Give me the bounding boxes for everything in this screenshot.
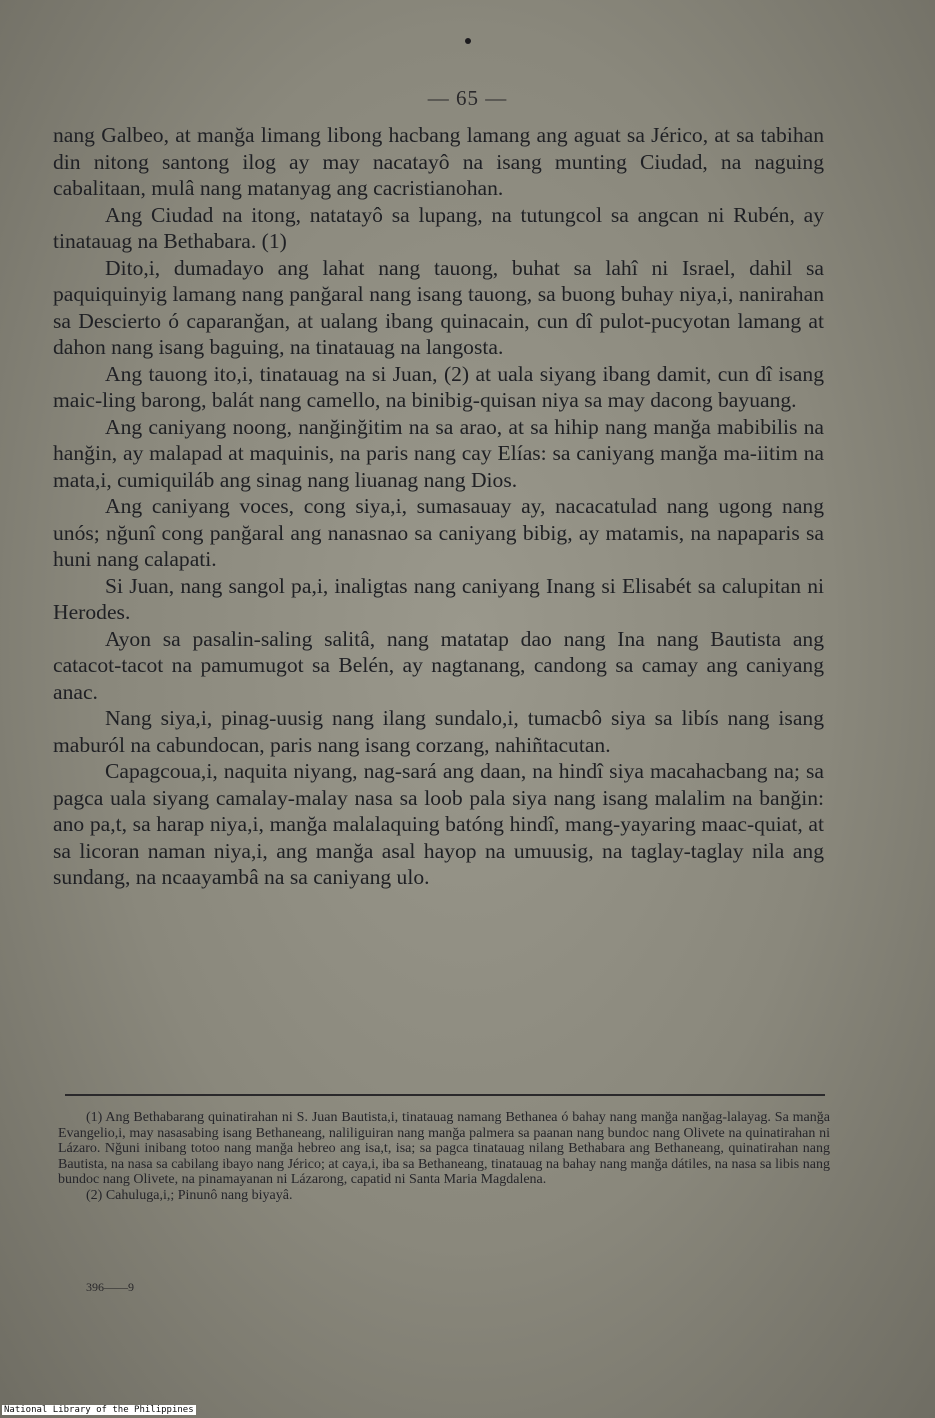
paragraph: Ang caniyang voces, cong siya,i, sumasauay ay, nacacatulad nang ugong nang unós; nğunî cong panğaral ang nanasnao sa caniyang bibig, ay matamis, na napaparis sa huni nang calapati.	[53, 494, 824, 571]
footnote: (2) Cahuluga,i,; Pinunô nang biyayâ.	[86, 1187, 293, 1203]
footnote: (1) Ang Bethabarang quinatirahan ni S. Juan Bautista,i, tinatauag namang Bethanea ó bahay nang manğa nanğag-lalayag. Sa manğa Evangelio,i, may nasasabing isang Bethaneang, naliliguiran nang manğa palmera sa paanan nang bundoc nang Olivete na quinatirahan ni Lázaro. Nğuni inibang totoo nang manğa hebreo ang isa,t, isa; sa pagca tinatauag nilang Bethabara ang Bethaneang, quinatirahan nang Bautista, na nasa sa cabilang ibayo nang Jérico; at caya,i, iba sa Bethaneang, tinatauag na bahay nang manğa dátiles, na nasa sa libis nang bundoc nang Olivete, na pinamayanan ni Lázarong, capatid ni Santa Maria Magdalena.	[58, 1110, 830, 1188]
page-number: — 65 —	[427, 86, 508, 110]
paragraph: Ang tauong ito,i, tinatauag na si Juan, (2) at uala siyang ibang damit, cun dî isang maic-ling barong, balát nang camello, na binibig-quisan niya sa may dacong bayuang.	[53, 361, 824, 412]
paragraph: Ayon sa pasalin-saling salitâ, nang matatap dao nang Ina nang Bautista ang catacot-tacot na pamumugot sa Belén, ay nagtanang, candong sa camay ang caniyang anac.	[53, 626, 824, 704]
library-credit: National Library of the Philippines	[4, 1405, 194, 1415]
paragraph: Ang caniyang noong, nanğinğitim na sa arao, at sa hihip nang manğa mabibilis na hanğin, ay malapad at maquinis, na paris nang cay Elías: sa caniyang manğa ma-iitim na mata,i, cumiquiláb ang sinag nang liuanag nang Dios.	[53, 414, 824, 492]
paragraph: nang Galbeo, at manğa limang libong hacbang lamang ang aguat sa Jérico, at sa tabihan din nitong santong ilog ay may nacatayô na isang munting Ciudad, na naguing cabalitaan, mulâ nang matanyag ang cacristianohan.	[53, 123, 824, 200]
footnotes	[58, 1110, 830, 1204]
body-text	[53, 122, 824, 891]
printer-signature: 396——9	[86, 1280, 134, 1294]
paragraph: Capagcoua,i, naquita niyang, nag-sará ang daan, na hindî siya macahacbang na; sa pagca uala siyang camalay-malay nasa sa loob pala siya nang isang malalim na banğin: ano pa,t, sa harap niya,i, manğa malalaquing batóng hindî, mang-yayaring maac-quiat, at sa licoran naman niya,i, ang manğa asal hayop na umuusig, na taglay-taglay nila ang sundang, na ncaayambâ na sa caniyang ulo.	[53, 759, 824, 889]
paragraph: Nang siya,i, pinag-uusig nang ilang sundalo,i, tumacbô siya sa libís nang isang maburól na cabundocan, paris nang isang corzang, nahiñtacutan.	[53, 706, 824, 757]
paragraph: Ang Ciudad na itong, natatayô sa lupang, na tutungcol sa angcan ni Rubén, ay tinatauag na Bethabara. (1)	[53, 202, 824, 253]
footnote-divider	[65, 1094, 825, 1096]
paragraph: Si Juan, nang sangol pa,i, inaligtas nang caniyang Inang si Elisabét sa calupitan ni Herodes.	[53, 573, 824, 624]
ink-dot	[465, 38, 471, 44]
paragraph: Dito,i, dumadayo ang lahat nang tauong, buhat sa lahî ni Israel, dahil sa paquiquinyig lamang nang panğaral nang isang tauong, sa buong buhay niya,i, nanirahan sa Descierto ó caparanğan, at ualang ibang quinacain, cun dî pulot-pucyotan lamang at dahon nang isang baguing, na tinatauag na langosta.	[53, 255, 824, 359]
